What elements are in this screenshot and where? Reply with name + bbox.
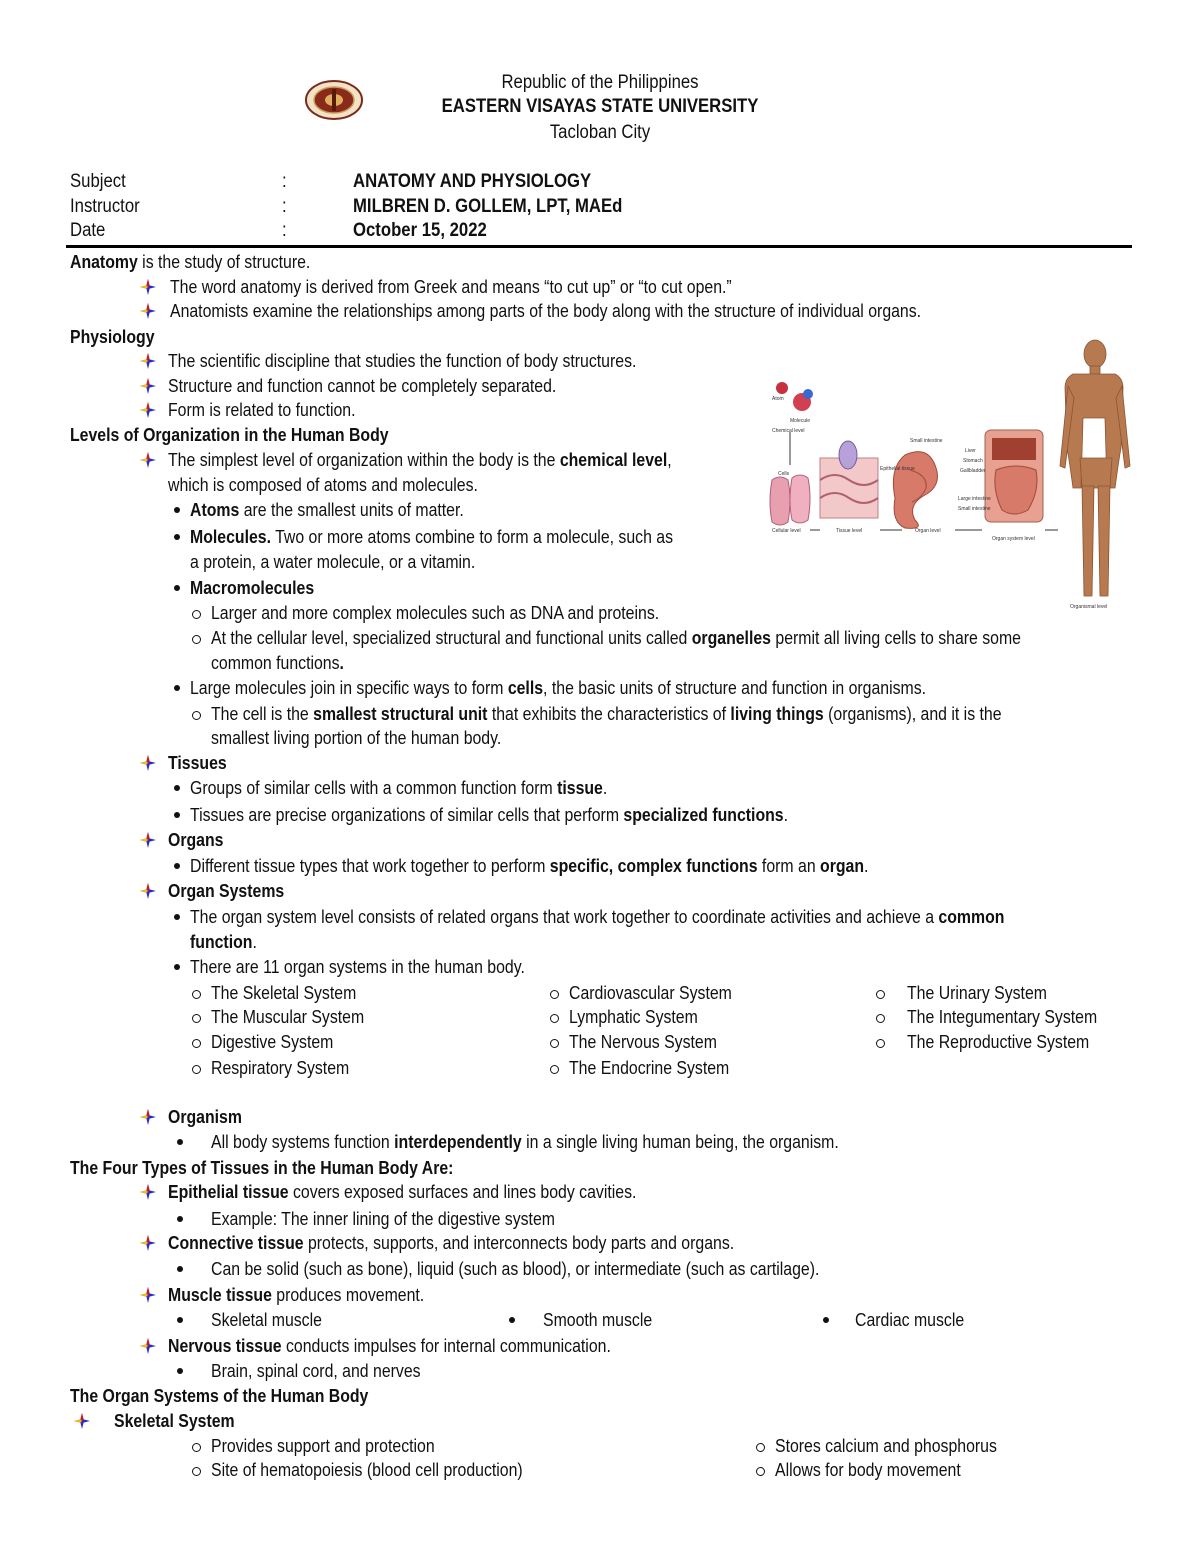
dot-bullet xyxy=(177,1216,183,1222)
star-bullet-icon xyxy=(140,755,156,771)
star-bullet-icon xyxy=(140,1338,156,1354)
molecules-rest: Two or more atoms combine to form a molecule, such as xyxy=(270,527,674,547)
macro-2b: organelles xyxy=(691,628,771,648)
organs-point xyxy=(190,855,868,877)
physiology-title: Physiology xyxy=(70,327,155,347)
dot-bullet xyxy=(174,585,180,591)
star-bullet-icon xyxy=(74,1413,90,1429)
ring-bullet xyxy=(876,1014,885,1023)
system-item: The Urinary System xyxy=(907,983,1047,1003)
nervous-line xyxy=(168,1335,611,1357)
dot-bullet xyxy=(177,1317,183,1323)
human-body-illustration xyxy=(1060,340,1130,596)
epithelial-rest: covers exposed surfaces and lines body cavities. xyxy=(288,1182,637,1202)
system-item: Respiratory System xyxy=(211,1058,350,1078)
chem-text-a: The simplest level of organization within the body is the xyxy=(168,450,560,470)
orgm-b: interdependently xyxy=(394,1132,522,1152)
system-item: The Integumentary System xyxy=(907,1007,1098,1027)
star-bullet-icon xyxy=(140,883,156,899)
tis-2b: specialized functions xyxy=(623,805,784,825)
instructor-label: Instructor xyxy=(70,196,140,217)
intestine-illustration xyxy=(893,452,937,529)
header-republic: Republic of the Philippines xyxy=(501,72,699,93)
chem-text-c: , xyxy=(667,450,672,470)
chem-text-b: chemical level xyxy=(559,450,668,470)
ring-bullet xyxy=(192,610,201,619)
ring-bullet xyxy=(192,1467,201,1476)
physiology-point-3: Form is related to function. xyxy=(168,400,356,420)
date-label: Date xyxy=(70,220,106,241)
ring-bullet xyxy=(876,990,885,999)
instructor-value: MILBREN D. GOLLEM, LPT, MAEd xyxy=(353,196,623,217)
cells-line xyxy=(190,677,926,699)
system-item: The Endocrine System xyxy=(569,1058,730,1078)
connective-rest: protects, supports, and interconnects body parts and organs. xyxy=(303,1233,735,1253)
dot-bullet xyxy=(174,914,180,920)
dot-bullet xyxy=(823,1317,829,1323)
dot-bullet xyxy=(509,1317,515,1323)
university-seal-icon xyxy=(305,80,363,120)
sys-1d: . xyxy=(252,932,257,952)
macromolecules-title: Macromolecules xyxy=(190,578,315,598)
macro-2c: permit all living cells to share some xyxy=(770,628,1021,648)
figure-label: Atom xyxy=(772,396,784,402)
star-bullet-icon xyxy=(140,402,156,418)
star-bullet-icon xyxy=(140,279,156,295)
dot-bullet xyxy=(177,1139,183,1145)
tissues-point-2 xyxy=(190,804,788,826)
connective-line xyxy=(168,1232,734,1254)
atoms-rest: are the smallest units of matter. xyxy=(239,500,464,520)
skeletal-point: Allows for body movement xyxy=(775,1460,961,1480)
figure-label: Liver xyxy=(965,448,976,454)
ring-bullet xyxy=(192,1014,201,1023)
levels-title: Levels of Organization in the Human Body xyxy=(70,425,389,445)
molecules-line-1 xyxy=(190,526,673,548)
instructor-colon: : xyxy=(282,196,287,217)
atom-icon xyxy=(776,382,788,394)
cell-unit-line-1 xyxy=(211,703,1002,725)
cell-unit-line-2: smallest living portion of the human body. xyxy=(211,728,502,748)
figure-label: Organ system level xyxy=(992,536,1035,542)
muscle-term: Muscle tissue xyxy=(168,1285,272,1305)
nervous-term: Nervous tissue xyxy=(168,1336,282,1356)
figure-label: Small intestine xyxy=(958,506,991,512)
figure-label: Small intestine xyxy=(910,438,943,444)
dot-bullet xyxy=(177,1368,183,1374)
figure-label: Organ level xyxy=(915,528,941,534)
dot-bullet xyxy=(174,685,180,691)
org-b: specific, complex functions xyxy=(549,856,758,876)
tissues-title: Tissues xyxy=(168,753,227,773)
macro-2a: At the cellular level, specialized structural and functional units called xyxy=(211,628,692,648)
muscle-type: Cardiac muscle xyxy=(855,1310,965,1330)
system-item: Lymphatic System xyxy=(569,1007,698,1027)
macro-point-1: Larger and more complex molecules such as DNA and proteins. xyxy=(211,603,660,623)
date-value: October 15, 2022 xyxy=(353,220,487,241)
star-bullet-icon xyxy=(140,353,156,369)
ring-bullet xyxy=(192,990,201,999)
skeletal-point: Site of hematopoiesis (blood cell production) xyxy=(211,1460,523,1480)
anatomy-point-2: Anatomists examine the relationships among parts of the body along with the structure of individual organs. xyxy=(170,301,922,321)
organ-systems-title: Organ Systems xyxy=(168,881,285,901)
tis-1a: Groups of similar cells with a common function form xyxy=(190,778,558,798)
star-bullet-icon xyxy=(140,1109,156,1125)
header-city: Tacloban City xyxy=(549,122,651,143)
orgm-c: in a single living human being, the organism. xyxy=(521,1132,839,1152)
chemical-level-line-1 xyxy=(168,449,672,471)
org-d: organ xyxy=(820,856,865,876)
sys-1a: The organ system level consists of related organs that work together to coordinate activities and achieve a xyxy=(190,907,939,927)
nervous-example: Brain, spinal cord, and nerves xyxy=(211,1361,421,1381)
star-bullet-icon xyxy=(140,1235,156,1251)
systems-point-2: There are 11 organ systems in the human body. xyxy=(190,957,525,977)
anatomy-term: Anatomy xyxy=(70,252,138,272)
cells-b: cells xyxy=(507,678,544,698)
skeletal-point: Provides support and protection xyxy=(211,1436,435,1456)
physiology-point-1: The scientific discipline that studies the function of body structures. xyxy=(168,351,637,371)
systems-point-1-line-2 xyxy=(190,931,257,953)
figure-label: Tissue level xyxy=(836,528,863,534)
ring-bullet xyxy=(550,1065,559,1074)
macro-2e: . xyxy=(339,653,344,673)
ring-bullet xyxy=(192,1065,201,1074)
molecules-line-2: a protein, a water molecule, or a vitamin. xyxy=(190,552,476,572)
org-c: form an xyxy=(757,856,821,876)
cells-c: , the basic units of structure and function in organisms. xyxy=(543,678,927,698)
ring-bullet xyxy=(192,635,201,644)
nervous-rest: conducts impulses for internal communication. xyxy=(281,1336,611,1356)
organs-title: Organs xyxy=(168,830,224,850)
ring-bullet xyxy=(550,990,559,999)
epithelial-term: Epithelial tissue xyxy=(168,1182,289,1202)
header-rule xyxy=(66,245,1132,248)
ring-bullet xyxy=(756,1443,765,1452)
org-e: . xyxy=(864,856,869,876)
subject-colon: : xyxy=(282,171,287,192)
star-bullet-icon xyxy=(140,832,156,848)
ring-bullet xyxy=(756,1467,765,1476)
connective-example: Can be solid (such as bone), liquid (such as blood), or intermediate (such as cartilage). xyxy=(211,1259,820,1279)
tissues-point-1 xyxy=(190,777,607,799)
muscle-type: Skeletal muscle xyxy=(211,1310,322,1330)
physiology-point-2: Structure and function cannot be completely separated. xyxy=(168,376,557,396)
dot-bullet xyxy=(174,812,180,818)
star-bullet-icon xyxy=(140,378,156,394)
system-item: The Muscular System xyxy=(211,1007,365,1027)
figure-label: Chemical level xyxy=(772,428,805,434)
four-tissues-title: The Four Types of Tissues in the Human Body Are: xyxy=(70,1158,454,1178)
muscle-type: Smooth muscle xyxy=(543,1310,653,1330)
tis-2c: . xyxy=(783,805,789,825)
star-bullet-icon xyxy=(140,1287,156,1303)
header-university: EASTERN VISAYAS STATE UNIVERSITY xyxy=(441,96,759,117)
ring-bullet xyxy=(192,1039,201,1048)
macro-point-2-line-2 xyxy=(211,652,344,674)
figure-label: Cellular level xyxy=(772,528,801,534)
muscle-line xyxy=(168,1284,424,1306)
org-a: Different tissue types that work together to perform xyxy=(190,856,550,876)
dot-bullet xyxy=(174,507,180,513)
dot-bullet xyxy=(174,964,180,970)
figure-label: Gallbladder xyxy=(960,468,986,474)
molecules-term: Molecules. xyxy=(190,527,271,547)
cell-b: smallest structural unit xyxy=(313,704,488,724)
epithelial-line xyxy=(168,1181,636,1203)
macro-2d: common functions xyxy=(211,653,340,673)
system-item: Cardiovascular System xyxy=(569,983,732,1003)
subject-value: ANATOMY AND PHYSIOLOGY xyxy=(353,171,592,192)
ring-bullet xyxy=(550,1014,559,1023)
dot-bullet xyxy=(174,863,180,869)
tis-2a: Tissues are precise organizations of similar cells that perform xyxy=(190,805,624,825)
chemical-level-line-2: which is composed of atoms and molecules. xyxy=(168,475,478,495)
atoms-term: Atoms xyxy=(190,500,240,520)
dot-bullet xyxy=(177,1266,183,1272)
ring-bullet xyxy=(192,1443,201,1452)
systems-point-1-line-1 xyxy=(190,906,1004,928)
cell-d: living things xyxy=(730,704,824,724)
figure-label: Molecule xyxy=(790,418,811,424)
tis-1c: . xyxy=(602,778,608,798)
figure-label: Large intestine xyxy=(958,496,991,502)
dot-bullet xyxy=(174,785,180,791)
skeletal-point: Stores calcium and phosphorus xyxy=(775,1436,997,1456)
anatomy-rest: is the study of structure. xyxy=(137,252,311,272)
organism-title: Organism xyxy=(168,1107,242,1127)
connective-term: Connective tissue xyxy=(168,1233,304,1253)
star-bullet-icon xyxy=(140,303,156,319)
subject-label: Subject xyxy=(70,171,126,192)
star-bullet-icon xyxy=(140,452,156,468)
figure-label: Organismal level xyxy=(1070,604,1108,610)
dot-bullet xyxy=(174,534,180,540)
cell-e: (organisms), and it is the xyxy=(823,704,1002,724)
figure-label: Cells xyxy=(778,471,790,477)
atoms-line xyxy=(190,499,464,521)
epithelial-example: Example: The inner lining of the digestive system xyxy=(211,1209,555,1229)
sys-1b: common xyxy=(938,907,1005,927)
orgm-a: All body systems function xyxy=(211,1132,395,1152)
cell-a: The cell is the xyxy=(211,704,314,724)
organ-systems-section-title: The Organ Systems of the Human Body xyxy=(70,1386,369,1406)
levels-of-organization-figure xyxy=(760,330,1140,615)
anatomy-point-1: The word anatomy is derived from Greek and means “to cut up” or “to cut open.” xyxy=(170,277,732,297)
muscle-rest: produces movement. xyxy=(271,1285,425,1305)
ring-bullet xyxy=(876,1039,885,1048)
anatomy-definition xyxy=(70,251,310,273)
system-item: The Reproductive System xyxy=(907,1032,1090,1052)
organism-point xyxy=(211,1131,839,1153)
cells-illustration xyxy=(770,475,810,525)
system-item: Digestive System xyxy=(211,1032,334,1052)
cell-c: that exhibits the characteristics of xyxy=(487,704,731,724)
skeletal-system-title: Skeletal System xyxy=(114,1411,235,1431)
system-item: The Skeletal System xyxy=(211,983,357,1003)
ring-bullet xyxy=(192,711,201,720)
cells-a: Large molecules join in specific ways to form xyxy=(190,678,508,698)
figure-label: Stomach xyxy=(963,458,983,464)
date-colon: : xyxy=(282,220,287,241)
tis-1b: tissue xyxy=(557,778,603,798)
macro-point-2-line-1 xyxy=(211,627,1021,649)
star-bullet-icon xyxy=(140,1184,156,1200)
figure-label: Epithelial tissue xyxy=(880,466,915,472)
ring-bullet xyxy=(550,1039,559,1048)
sys-1c: function xyxy=(190,932,253,952)
system-item: The Nervous System xyxy=(569,1032,717,1052)
